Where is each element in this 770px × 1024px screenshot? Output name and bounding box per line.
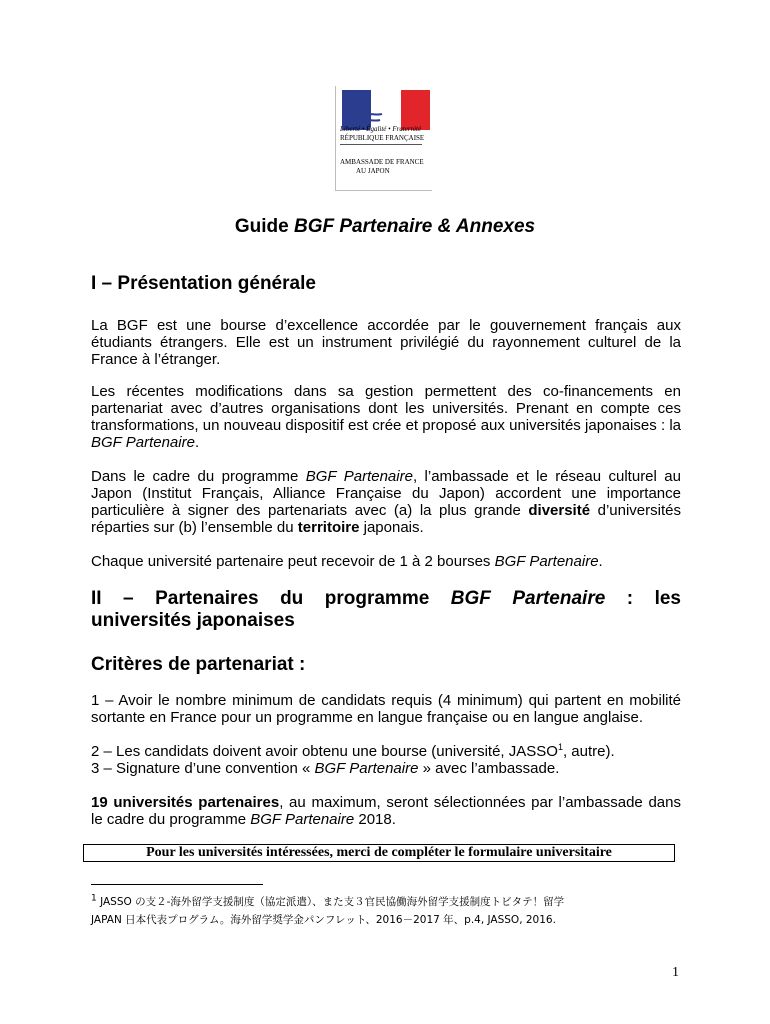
criterion-1: 1 – Avoir le nombre minimum de candidats requis (4 minimum) qui partent en mobilité sortante en France pour un programme en langue française ou en langue anglaise. [91,692,681,726]
section1-heading-wrap [91,273,681,295]
marianne-icon [360,90,404,130]
criteria-summary: 19 universités partenaires, au maximum, seront sélectionnées par l’ambassade dans le cadre du programme BGF Partenaire 2018. [91,794,681,828]
section2-heading [91,588,681,632]
embassy-logo [335,86,432,191]
section1-paragraph-3: Dans le cadre du programme BGF Partenaire, l’ambassade et le réseau culturel au Japon (Institut Français, Alliance Française du Japon) accordent une importance particulière à signer des partenariats avec (a) la plus grande diversité d’universités réparties sur (b) l’ensemble du territoire japonais. [91,468,681,536]
footnote-ref: 1 [557,742,563,752]
section1-paragraph-1: La BGF est une bourse d’excellence accordée par le gouvernement français aux étudiants étrangers. Elle est un instrument privilégié du rayonnement culturel de la France à l’étranger. [91,317,681,368]
logo-divider [340,144,422,145]
section1-paragraph-2: Les récentes modifications dans sa gestion permettent des co-financements en partenariat avec d’autres organisations dont les universités. Prenant en compte ces transformations, un nouveau dispositif est crée et proposé aux universités japonaises : la BGF Partenaire. [91,383,681,451]
footnote-line-2: JAPAN 日本代表プログラム。海外留学奨学金パンフレット、2016－2017 年、p.4, JASSO, 2016. [91,914,556,926]
criteria-heading: Critères de partenariat : [91,654,306,675]
logo-embassy-line1: AMBASSADE DE FRANCE [340,158,424,166]
section2-heading-line1: II – Partenaires du programme BGF Partenaire : les [91,588,681,609]
criterion-3: 3 – Signature d’une convention « BGF Partenaire » avec l’ambassade. [91,760,560,777]
section2-heading-line2: universités japonaises [91,610,295,631]
logo-motto: Liberté • Égalité • Fraternité [340,125,422,133]
form-call-to-action: Pour les universités intéressées, merci de compléter le formulaire universitaire [83,844,675,862]
criterion-2: 2 – Les candidats doivent avoir obtenu une bourse (université, JASSO$^1$, autre). [91,742,615,760]
logo-embassy-line2: AU JAPON [356,167,390,175]
footnote-divider [91,884,263,885]
document-title: Guide BGF Partenaire & Annexes [234,216,536,237]
logo-republic: RÉPUBLIQUE FRANÇAISE [340,134,425,142]
page-number: 1 [672,965,679,980]
criteria-heading-wrap [91,654,681,676]
footnote-line-1: $^1$ JASSO の支２-海外留学支援制度（協定派遣）、また支３官民協働海外留学支援制度トビタテ！留学 [91,893,565,908]
section1-paragraph-4: Chaque université partenaire peut recevoir de 1 à 2 bourses BGF Partenaire. [91,553,603,570]
section1-heading: I – Présentation générale [91,273,316,294]
footnote [91,893,681,929]
